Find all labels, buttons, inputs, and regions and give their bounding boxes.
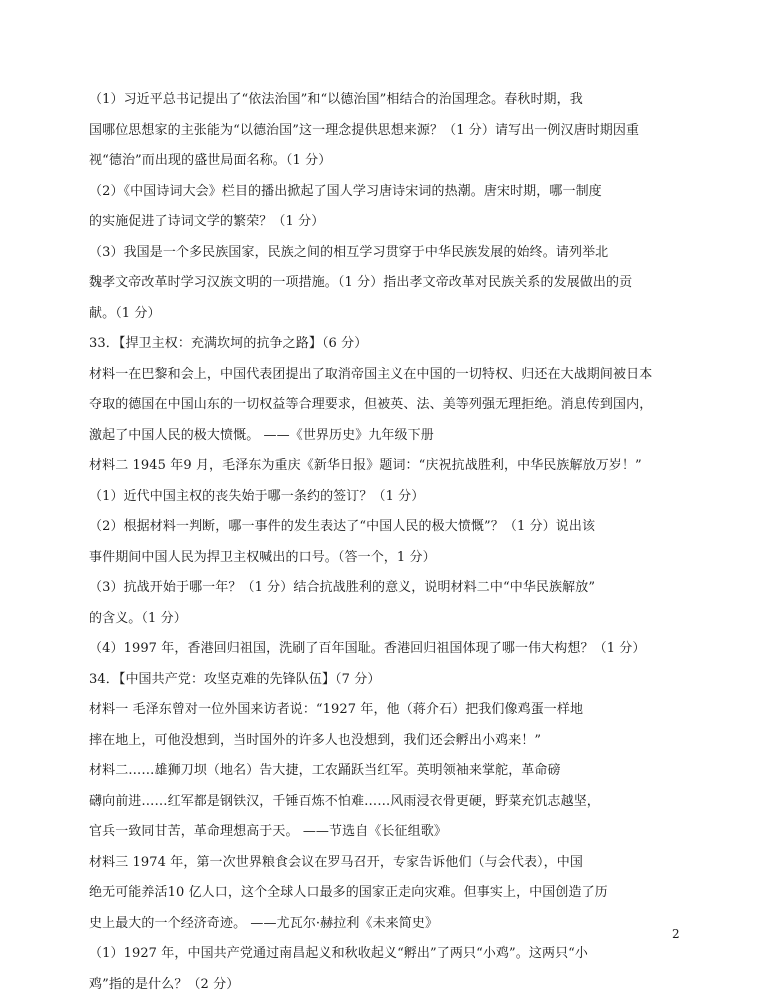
text-line: 官兵一致同甘苦，革命理想高于天。 ——节选自《长征组歌》 [89, 822, 689, 853]
text-line: 材料一在巴黎和会上，中国代表团提出了取消帝国主义在中国的一切特权、归还在大战期间被日本 [89, 365, 689, 396]
text-line: 献。（1 分） [89, 304, 689, 335]
text-line: （1）习近平总书记提出了“依法治国”和“以德治国”相结合的治国理念。春秋时期，我 [89, 90, 689, 121]
text-line: （1）近代中国主权的丧失始于哪一条约的签订？（1 分） [89, 487, 689, 518]
text-line: 绝无可能养活10 亿人口，这个全球人口最多的国家正走向灾难。但事实上，中国创造了历 [89, 883, 689, 914]
text-line: 33．【捍卫主权：充满坎坷的抗争之路】（6 分） [89, 334, 689, 365]
text-line: 材料二 1945 年9 月，毛泽东为重庆《新华日报》题词：“庆祝抗战胜利，中华民族解放万岁！” [89, 456, 689, 487]
text-line: 的含义。（1 分） [89, 609, 689, 640]
text-line: 鸡”指的是什么？（2 分） [89, 975, 689, 1005]
text-line: （3）我国是一个多民族国家，民族之间的相互学习贯穿于中华民族发展的始终。请列举北 [89, 243, 689, 274]
text-line: （4）1997 年，香港回归祖国，洗刷了百年国耻。香港回归祖国体现了哪一伟大构想？（1 分） [89, 639, 689, 670]
text-line: 史上最大的一个经济奇迹。 ——尤瓦尔·赫拉利《未来简史》 [89, 914, 689, 945]
text-line: 摔在地上，可他没想到，当时国外的许多人也没想到，我们还会孵出小鸡来！” [89, 731, 689, 762]
page-number: 2 [672, 927, 680, 941]
text-line: 的实施促进了诗词文学的繁荣？（1 分） [89, 212, 689, 243]
text-line: 材料三 1974 年，第一次世界粮食会议在罗马召开，专家告诉他们（与会代表），中国 [89, 853, 689, 884]
text-line: 事件期间中国人民为捍卫主权喊出的口号。（答一个，1 分） [89, 548, 689, 579]
text-line: 材料二……雄狮刀坝（地名）告大捷，工农踊跃当红军。英明领袖来掌舵，革命磅 [89, 761, 689, 792]
text-line: （2）《中国诗词大会》栏目的播出掀起了国人学习唐诗宋词的热潮。唐宋时期，哪一制度 [89, 182, 689, 213]
text-line: （3）抗战开始于哪一年？（1 分）结合抗战胜利的意义，说明材料二中“中华民族解放” [89, 578, 689, 609]
text-line: 夺取的德国在中国山东的一切权益等合理要求，但被英、法、美等列强无理拒绝。消息传到国内， [89, 395, 689, 426]
text-line: 礴向前进……红军都是钢铁汉，千锤百炼不怕难……风雨浸衣骨更硬，野菜充饥志越坚， [89, 792, 689, 823]
text-line: 魏孝文帝改革时学习汉族文明的一项措施。（1 分）指出孝文帝改革对民族关系的发展做出的贡 [89, 273, 689, 304]
text-line: 国哪位思想家的主张能为“以德治国”这一理念提供思想来源？（1 分）请写出一例汉唐时期因重 [89, 121, 689, 152]
text-line: 视“德治”而出现的盛世局面名称。（1 分） [89, 151, 689, 182]
text-line: 材料一 毛泽东曾对一位外国来访者说：“1927 年，他（蒋介石）把我们像鸡蛋一样地 [89, 700, 689, 731]
text-line: （2）根据材料一判断，哪一事件的发生表达了“中国人民的极大愤慨”？（1 分）说出该 [89, 517, 689, 548]
text-line: 34．【中国共产党：攻坚克难的先锋队伍】（7 分） [89, 670, 689, 701]
text-line: 激起了中国人民的极大愤慨。 ——《世界历史》九年级下册 [89, 426, 689, 457]
text-line: （1）1927 年，中国共产党通过南昌起义和秋收起义“孵出”了两只“小鸡”。这两只“小 [89, 944, 689, 975]
document-body [89, 90, 689, 1005]
